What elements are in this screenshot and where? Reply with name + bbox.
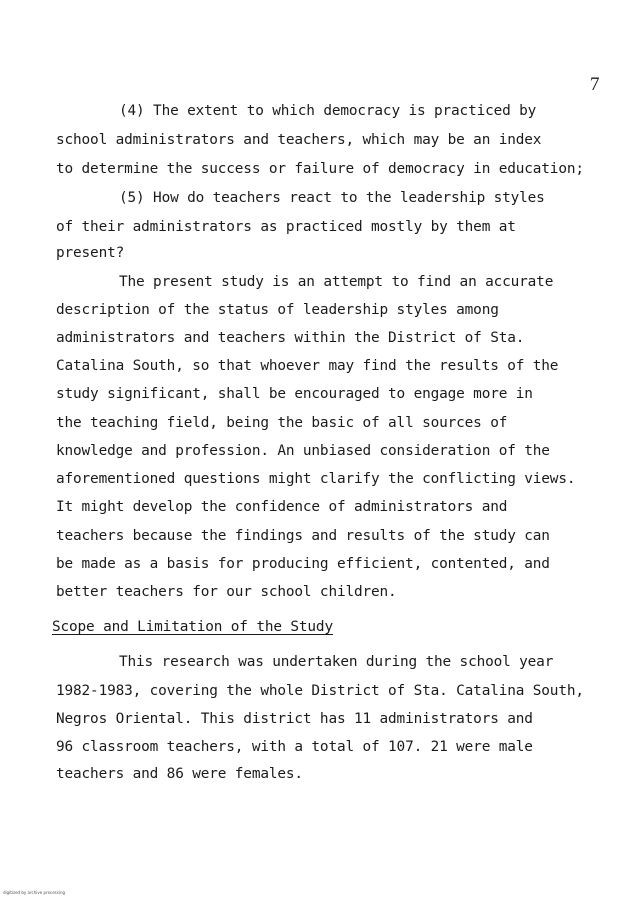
text-line: It might develop the confidence of administrators and	[56, 499, 508, 515]
text-line: description of the status of leadership styles among	[56, 302, 499, 318]
text-line: school administrators and teachers, which may be an index	[56, 132, 542, 148]
text-line: Negros Oriental. This district has 11 administrators and	[56, 711, 533, 727]
text-line: study significant, shall be encouraged to engage more in	[56, 386, 533, 402]
text-line: administrators and teachers within the District of Sta.	[56, 330, 525, 346]
section-heading: Scope and Limitation of the Study	[52, 619, 333, 635]
text-line: The present study is an attempt to find an accurate	[119, 274, 554, 290]
text-line: (5) How do teachers react to the leadership styles	[119, 190, 545, 206]
text-line: better teachers for our school children.	[56, 584, 397, 600]
text-line: This research was undertaken during the school year	[119, 654, 554, 670]
text-line: teachers and 86 were females.	[56, 766, 303, 782]
text-line: teachers because the findings and results of the study can	[56, 528, 550, 544]
text-line: of their administrators as practiced mostly by them at	[56, 219, 516, 235]
page-number: 7	[590, 74, 600, 95]
text-line: present?	[56, 245, 125, 261]
text-line: knowledge and profession. An unbiased consideration of the	[56, 443, 550, 459]
text-line: (4) The extent to which democracy is practiced by	[119, 103, 537, 119]
scan-footer-stamp: digitized by archive processing	[3, 890, 66, 895]
text-line: Catalina South, so that whoever may find the results of the	[56, 358, 559, 374]
text-line: 96 classroom teachers, with a total of 107. 21 were male	[56, 739, 533, 755]
text-line: be made as a basis for producing efficient, contented, and	[56, 556, 550, 572]
text-line: 1982-1983, covering the whole District of Sta. Catalina South,	[56, 683, 584, 699]
text-line: to determine the success or failure of democracy in education;	[56, 161, 584, 177]
text-line: aforementioned questions might clarify the conflicting views.	[56, 471, 576, 487]
text-line: the teaching field, being the basic of all sources of	[56, 415, 508, 431]
